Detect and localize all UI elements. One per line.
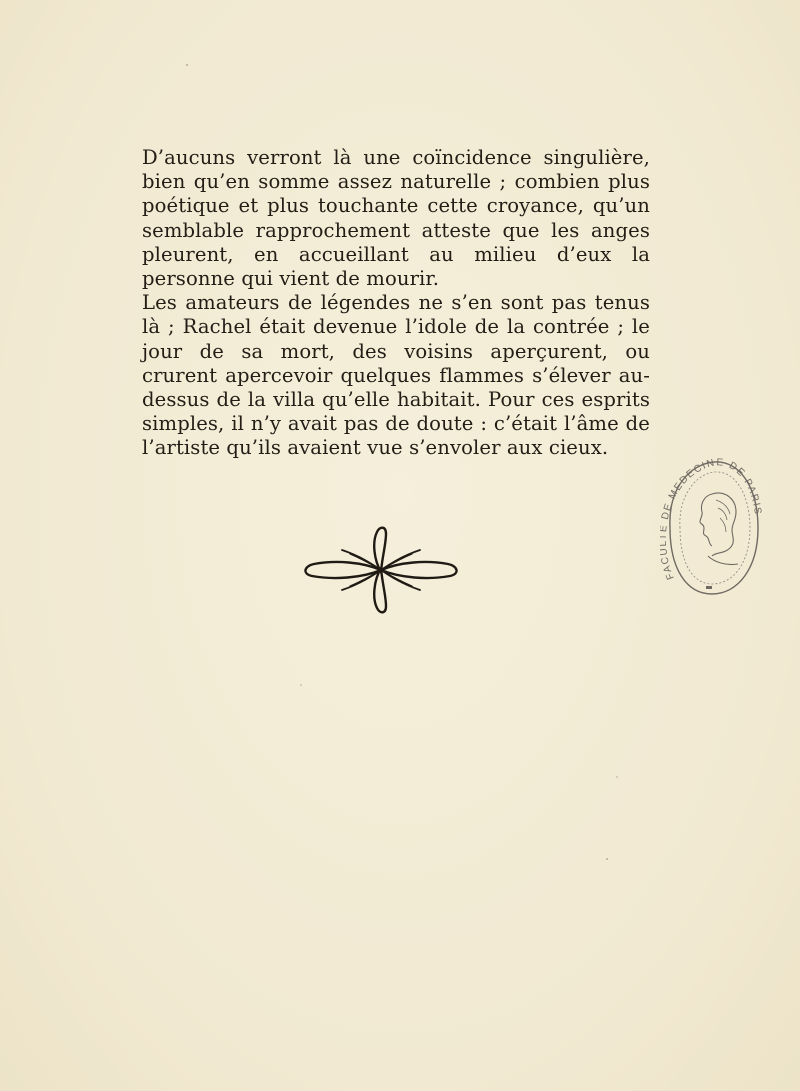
paper-speck xyxy=(616,776,618,778)
paragraph: Les amateurs de légendes ne s’en sont pas tenus là ; Rachel était devenue l’idole de la contrée ; le jour de sa mort, des voisins aperçurent, ou crurent apercevoir quelques flammes s’élever au-dessus de la villa qu’elle habitait. Pour ces esprits simples, il n’y avait pas de doute : c’était l’âme de l’artiste qu’ils avaient vue s’envoler aux cieux. xyxy=(142,291,650,460)
library-seal-icon xyxy=(660,458,762,598)
paper-speck xyxy=(300,684,302,686)
paper-speck xyxy=(186,64,188,66)
paragraph: D’aucuns verront là une coïncidence singulière, bien qu’en somme assez naturelle ; combien plus poétique et plus touchante cette croyance, qu’un semblable rapprochement atteste que les anges pleurent, en accueillant au milieu d’eux la personne qui vient de mourir. xyxy=(142,146,650,291)
fleuron-ornament-icon xyxy=(300,520,462,620)
paper-speck xyxy=(606,858,608,860)
stamp-text: FAC DE MEDECINE DE PARI xyxy=(660,458,762,582)
body-text xyxy=(142,146,650,461)
